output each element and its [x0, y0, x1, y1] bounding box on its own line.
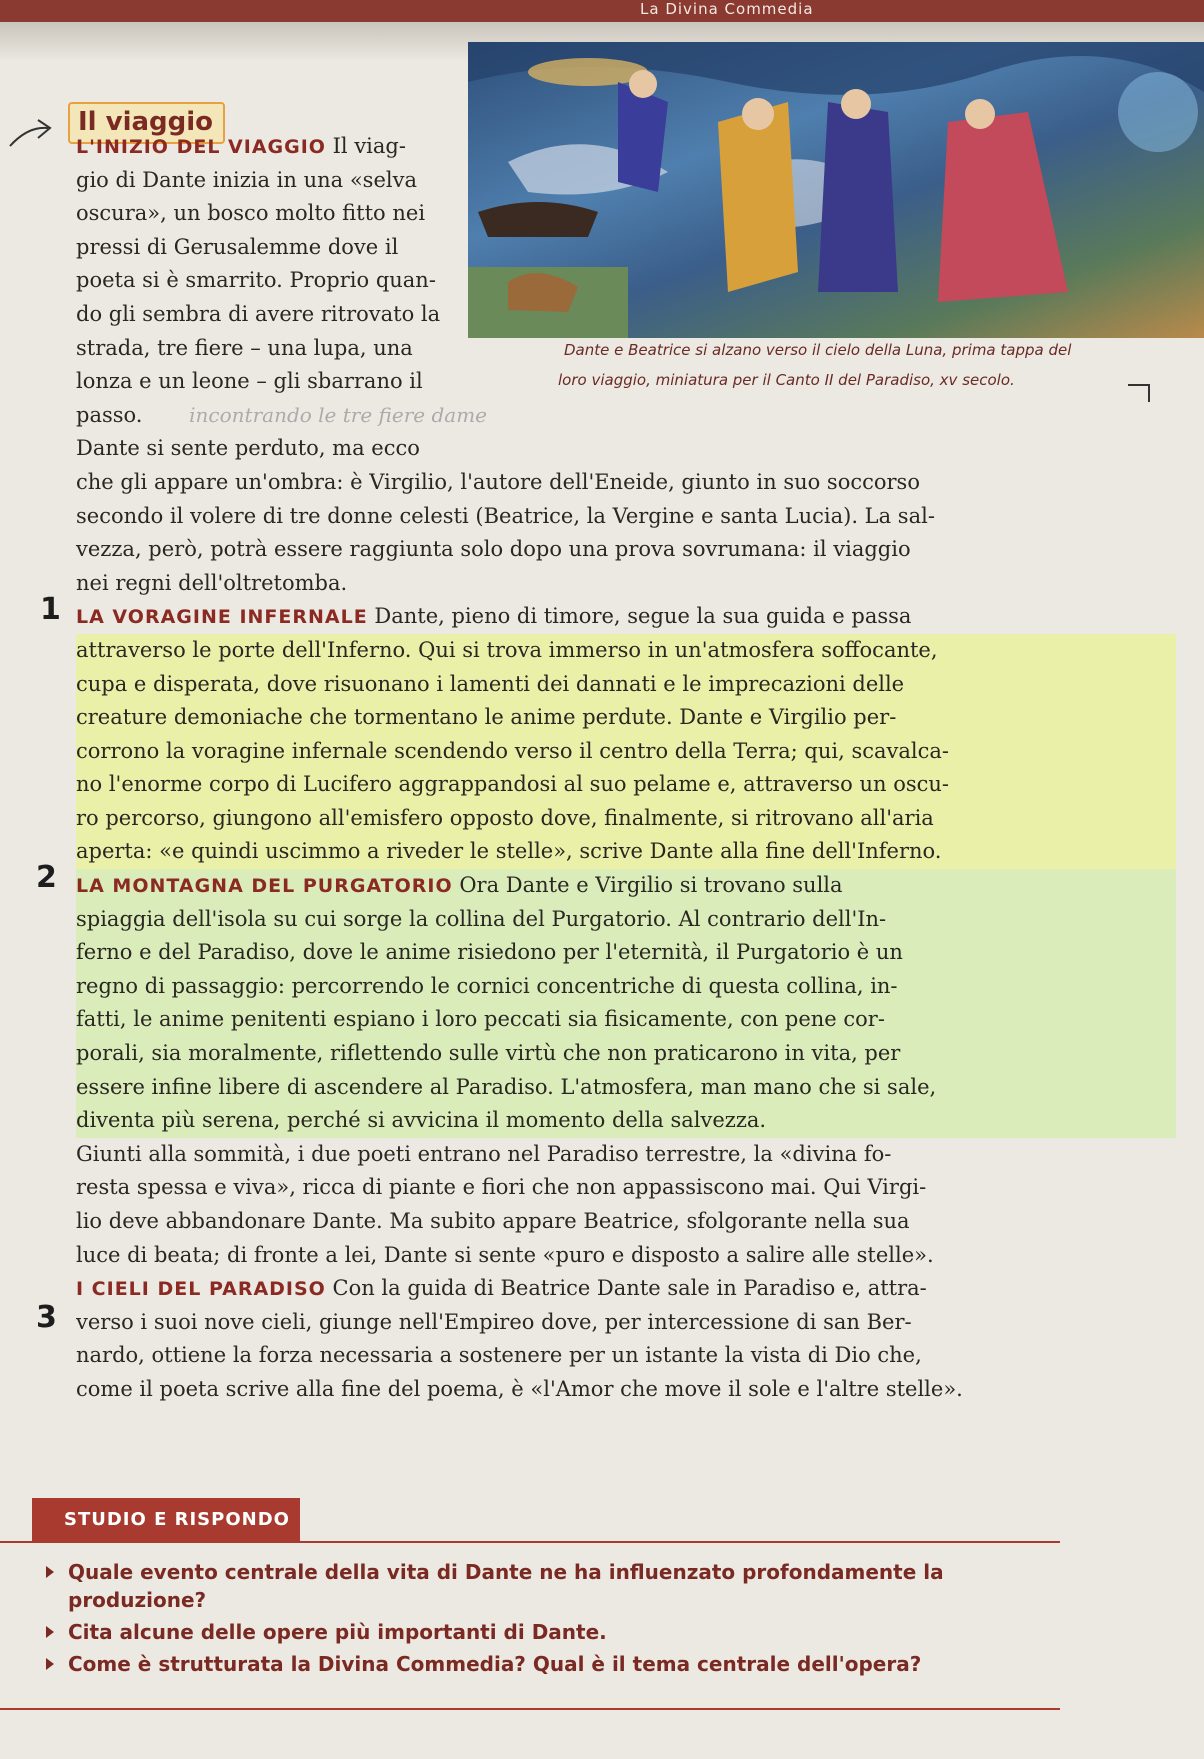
paragraph-line: cupa e disperata, dove risuonano i lamenti dei dannati e le imprecazioni delle: [76, 668, 1176, 702]
question-item: [46, 1650, 1046, 1678]
paragraph-line: lonza e un leone – gli sbarrano il: [76, 369, 423, 394]
paragraph-line: resta spessa e viva», ricca di piante e fiori che non appassiscono mai. Qui Virgi-: [76, 1175, 927, 1200]
paragraph-line: essere infine libere di ascendere al Paradiso. L'atmosfera, man mano che si sale,: [76, 1071, 1176, 1105]
paragraph-line: [76, 130, 462, 164]
paragraph-line: gio di Dante inizia in una «selva: [76, 167, 417, 192]
paragraph-line: spiaggia dell'isola su cui sorge la collina del Purgatorio. Al contrario dell'In-: [76, 903, 1176, 937]
handwritten-number-1: 1: [40, 592, 61, 627]
bullet-triangle-icon: [46, 1658, 54, 1670]
hand-drawn-arrow-icon: [8, 116, 68, 156]
paragraph-line: [76, 1272, 1176, 1306]
paragraph-line: luce di beata; di fronte a lei, Dante si sente «puro e disposto a salire alle stelle».: [76, 1242, 934, 1267]
bullet-triangle-icon: [46, 1626, 54, 1638]
paragraph-line: pressi di Gerusalemme dove il: [76, 234, 399, 259]
paragraph-line: poeta si è smarrito. Proprio quan-: [76, 268, 436, 293]
paragraph-line: attraverso le porte dell'Inferno. Qui si trova immerso in un'atmosfera soffocante,: [76, 634, 1176, 668]
paragraph-line: porali, sia moralmente, riflettendo sulle virtù che non praticarono in vita, per: [76, 1037, 1176, 1071]
paragraph-line: [76, 869, 1176, 903]
paragraph-line: fatti, le anime penitenti espiano i loro peccati sia fisicamente, con pene cor-: [76, 1003, 1176, 1037]
study-section-title: STUDIO E RISPONDO: [32, 1498, 300, 1542]
paragraph-line-text: Con la guida di Beatrice Dante sale in Paradiso e, attra-: [325, 1276, 927, 1301]
paragraph-line: come il poeta scrive alla fine del poema, è «l'Amor che move il sole e l'altre stelle».: [76, 1376, 963, 1401]
bullet-triangle-icon: [46, 1566, 54, 1578]
heading-inizio-viaggio: L'INIZIO DEL VIAGGIO: [76, 136, 326, 158]
study-divider-bottom: [0, 1708, 1060, 1710]
caption-line-2: loro viaggio, miniatura per il Canto II del Paradiso, xv secolo.: [558, 371, 1015, 389]
paragraph-line: corrono la voragine infernale scendendo verso il centro della Terra; qui, scavalca-: [76, 735, 1176, 769]
study-questions: [46, 1558, 1046, 1678]
paragraph-line: ferno e del Paradiso, dove le anime risiedono per l'eternità, il Purgatorio è un: [76, 936, 1176, 970]
paragraph-line: [76, 600, 1176, 634]
paragraph-line: diventa più serena, perché si avvicina il momento della salvezza.: [76, 1104, 1176, 1138]
heading-cieli-paradiso: I CIELI DEL PARADISO: [76, 1278, 326, 1301]
question-text: Come è strutturata la Divina Commedia? Qual è il tema centrale dell'opera?: [68, 1652, 922, 1676]
paragraph-line: vezza, però, potrà essere raggiunta solo dopo una prova sovrumana: il viaggio: [76, 537, 911, 562]
paragraph-line: nardo, ottiene la forza necessaria a sostenere per un istante la vista di Dio che,: [76, 1343, 922, 1368]
paragraph-line: Giunti alla sommità, i due poeti entrano nel Paradiso terrestre, la «divina fo-: [76, 1141, 892, 1166]
paragraph-line-text: Il viag-: [325, 134, 406, 158]
paragraph-line-text: Ora Dante e Virgilio si trovano sulla: [452, 873, 843, 898]
paragraph-line: ro percorso, giungono all'emisfero opposto dove, finalmente, si ritrovano all'aria: [76, 802, 1176, 836]
paragraph-line-text: passo.: [76, 402, 143, 427]
body-text: [76, 130, 1176, 1407]
handwritten-number-2: 2: [36, 860, 57, 895]
paragraph-line: che gli appare un'ombra: è Virgilio, l'autore dell'Eneide, giunto in suo soccorso: [76, 469, 920, 494]
paragraph-line: Dante si sente perduto, ma ecco: [76, 436, 420, 461]
paragraph-line: aperta: «e quindi uscimmo a riveder le stelle», scrive Dante alla fine dell'Inferno.: [76, 835, 1176, 869]
caption-line-1: Dante e Beatrice si alzano verso il cielo della Luna, prima tappa del: [564, 341, 1072, 359]
running-header: [0, 0, 1204, 22]
paragraph-line: lio deve abbandonare Dante. Ma subito appare Beatrice, sfolgorante nella sua: [76, 1209, 910, 1233]
paragraph-line: regno di passaggio: percorrendo le cornici concentriche di questa collina, in-: [76, 970, 1176, 1004]
paragraph-line: creature demoniache che tormentano le anime perdute. Dante e Virgilio per-: [76, 701, 1176, 735]
heading-montagna-purgatorio: LA MONTAGNA DEL PURGATORIO: [76, 875, 453, 898]
paragraph-line: nei regni dell'oltretomba.: [76, 570, 348, 595]
paragraph-line: [76, 399, 1176, 433]
paragraph-line: oscura», un bosco molto fitto nei: [76, 201, 426, 226]
handwritten-number-3: 3: [36, 1300, 57, 1335]
question-item: [46, 1558, 1046, 1614]
paragraph-line: no l'enorme corpo di Lucifero aggrappandosi al suo pelame e, attraverso un oscu-: [76, 768, 1176, 802]
question-text: Cita alcune delle opere più importanti di Dante.: [68, 1620, 607, 1644]
study-divider: [0, 1541, 1060, 1543]
heading-voragine-infernale: LA VORAGINE INFERNALE: [76, 606, 368, 629]
section-title: Il viaggio: [68, 102, 225, 144]
question-item: [46, 1618, 1046, 1646]
paragraph-line: strada, tre fiere – una lupa, una: [76, 335, 413, 360]
pencil-note: incontrando le tre fiere dame: [189, 402, 487, 427]
paragraph-line-text: Dante, pieno di timore, segue la sua guida e passa: [367, 604, 912, 629]
question-text: Quale evento centrale della vita di Dante ne ha influenzato profondamente la produzione?: [68, 1560, 944, 1612]
running-title: La Divina Commedia: [640, 0, 814, 18]
paragraph-line: secondo il volere di tre donne celesti (Beatrice, la Vergine e santa Lucia). La sal-: [76, 503, 935, 528]
paragraph-line: do gli sembra di avere ritrovato la: [76, 301, 441, 326]
paragraph-line: verso i suoi nove cieli, giunge nell'Empireo dove, per intercessione di san Ber-: [76, 1309, 912, 1334]
